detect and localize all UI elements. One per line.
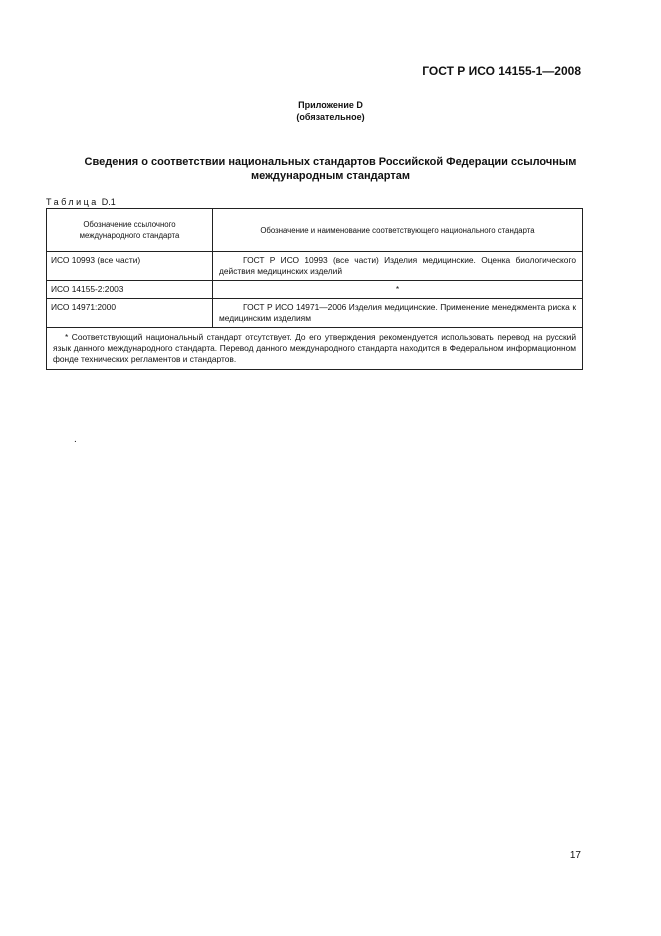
annex-title: Приложение D — [298, 100, 363, 110]
cell-national-text: ГОСТ Р ИСО 10993 (все части) Изделия медицинские. Оценка биологического действия медицинских изделий — [219, 255, 576, 276]
document-code: ГОСТ Р ИСО 14155-1—2008 — [422, 64, 581, 78]
cell-ref: ИСО 10993 (все части) — [47, 252, 213, 281]
stray-mark: . — [74, 434, 77, 445]
section-title-line2: международным стандартам — [251, 170, 410, 182]
cell-national: * — [213, 281, 583, 299]
table-caption-number: D.1 — [101, 197, 116, 207]
table-row — [47, 281, 583, 299]
footnote-text: * Соответствующий национальный стандарт отсутствует. До его утверждения рекомендуется использовать перевод на русский язык данного международного стандарта. Перевод данного международного стандарта находится в Федеральном информационном фонде технических регламентов и стандартов. — [53, 332, 576, 364]
header-col1-line1: Обозначение ссылочного — [83, 220, 176, 229]
header-col1-line2: международного стандарта — [79, 231, 180, 240]
cell-ref: ИСО 14155-2:2003 — [47, 281, 213, 299]
cell-national — [213, 299, 583, 328]
table-header-row — [47, 209, 583, 252]
page-number: 17 — [569, 850, 581, 861]
table-footnote-row — [47, 328, 583, 370]
table-caption-word: Таблица — [46, 197, 99, 207]
cell-national-text: ГОСТ Р ИСО 14971—2006 Изделия медицинские. Применение менеджмента риска к медицинским изделиям — [219, 302, 576, 323]
cell-ref: ИСО 14971:2000 — [47, 299, 213, 328]
annex-heading — [0, 99, 661, 123]
table-caption — [46, 197, 116, 207]
cell-national — [213, 252, 583, 281]
section-title-line1: Сведения о соответствии национальных стандартов Российской Федерации ссылочным — [84, 156, 577, 168]
section-title — [40, 155, 621, 183]
table-row — [47, 299, 583, 328]
table-row — [47, 252, 583, 281]
header-international-standard — [47, 209, 213, 252]
reference-table — [46, 208, 583, 370]
header-national-standard: Обозначение и наименование соответствующего национального стандарта — [213, 209, 583, 252]
annex-status: (обязательное) — [296, 112, 365, 122]
table-footnote — [47, 328, 583, 370]
